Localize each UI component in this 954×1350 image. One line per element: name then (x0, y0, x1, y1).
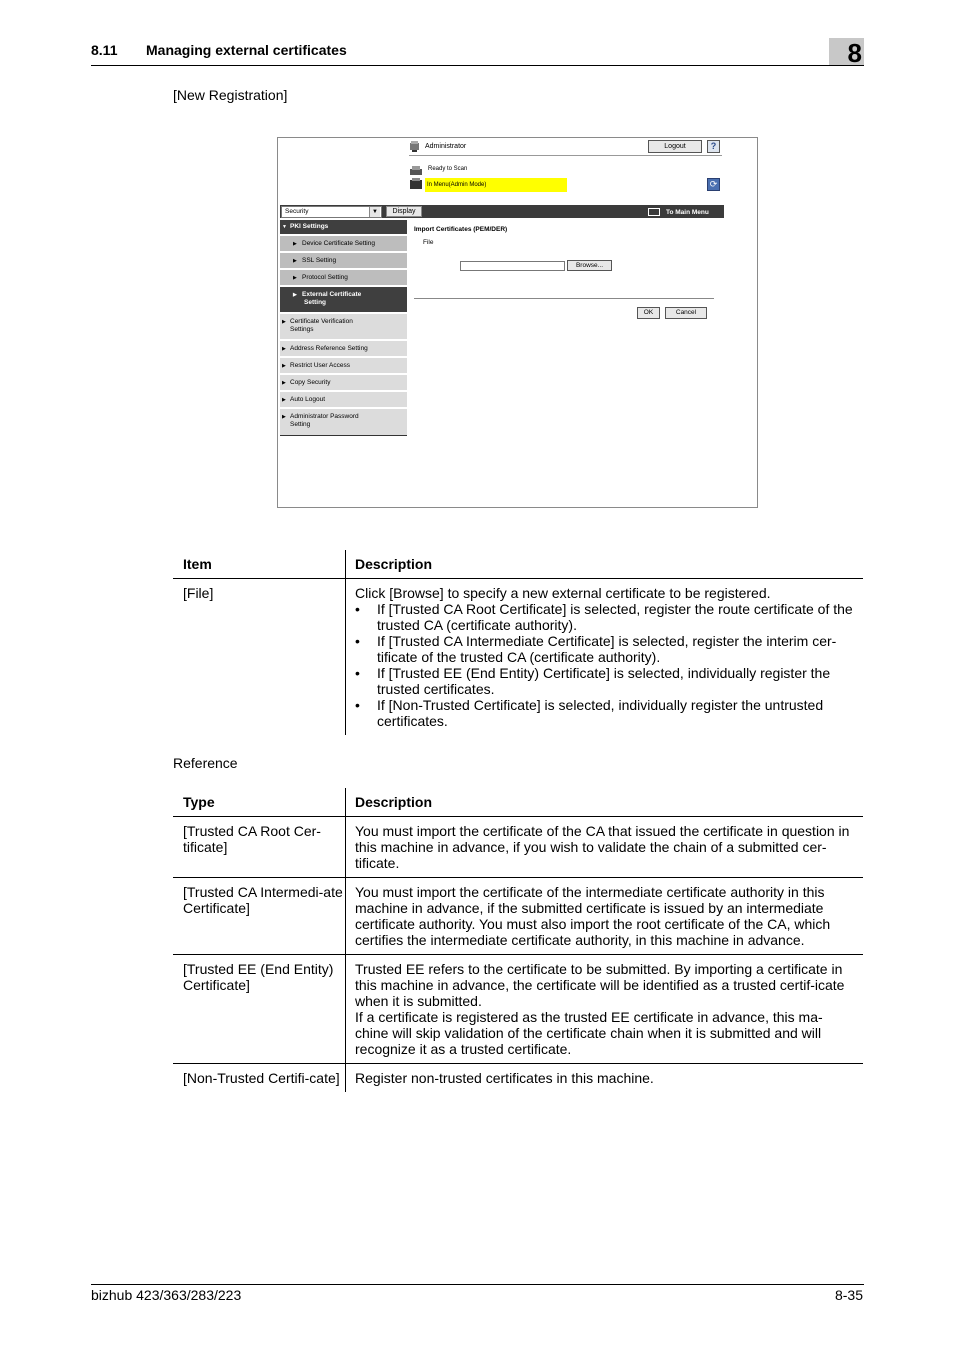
ok-button[interactable]: OK (637, 307, 660, 319)
section-number: 8.11 (91, 42, 118, 58)
description-intro: Click [Browse] to specify a new external certificate to be registered. (355, 585, 771, 601)
list-item: • If [Trusted CA Intermediate Certificate] is selected, register the interim cer-tificate of the trusted CA (certificate authority). (355, 633, 855, 665)
triangle-down-icon: ▼ (282, 224, 287, 230)
status-ready: Ready to Scan (428, 166, 468, 172)
chevron-down-icon[interactable]: ▼ (369, 207, 380, 217)
section-title: Managing external certificates (146, 42, 347, 58)
help-icon[interactable]: ? (707, 140, 720, 153)
triangle-right-icon: ▶ (282, 319, 286, 325)
type-cell: [Non-Trusted Certifi-cate] (173, 1064, 346, 1093)
triangle-right-icon: ▶ (282, 346, 286, 352)
table-row (173, 1064, 863, 1093)
reference-label: Reference (173, 755, 238, 771)
main-menu-icon (648, 208, 660, 216)
type-cell: [Trusted EE (End Entity) Certificate] (173, 955, 346, 1064)
sidebar-item-protocol[interactable] (280, 270, 407, 286)
triangle-right-icon: ▶ (282, 363, 286, 369)
table-row (173, 817, 863, 878)
machine-icon (409, 178, 423, 190)
file-description-table (173, 550, 863, 735)
sidebar-item-label-line2: Setting (290, 421, 311, 428)
sidebar-item-label: Administrator Password (290, 413, 359, 420)
file-input[interactable] (460, 261, 565, 271)
top-divider (409, 155, 722, 156)
sidebar-item-restrict-user-access[interactable] (280, 358, 407, 374)
reference-table (173, 788, 863, 1092)
table-row (173, 579, 863, 736)
column-header-type: Type (173, 788, 346, 817)
footer-model: bizhub 423/363/283/223 (91, 1287, 242, 1303)
triangle-right-icon: ▶ (293, 258, 297, 264)
file-label: File (423, 239, 434, 246)
sidebar-item-admin-password[interactable] (280, 409, 407, 436)
sidebar-item-ssl[interactable] (280, 253, 407, 269)
administrator-label: Administrator (425, 143, 467, 150)
triangle-right-icon: ▶ (282, 380, 286, 386)
category-select[interactable]: Security (281, 206, 382, 218)
sidebar-item-label: Auto Logout (290, 396, 326, 403)
sidebar-item-label: Address Reference Setting (290, 345, 368, 352)
content-title: Import Certificates (PEM/DER) (414, 226, 508, 233)
column-header-item: Item (173, 550, 346, 579)
sidebar-item-label: Protocol Setting (302, 274, 348, 281)
embedded-screenshot (277, 137, 758, 508)
description-cell: Register non-trusted certificates in this machine. (355, 1070, 654, 1086)
list-item: • If [Non-Trusted Certificate] is selected, individually register the untrusted certificates. (355, 697, 855, 729)
sidebar-item-auto-logout[interactable] (280, 392, 407, 408)
chapter-badge (829, 38, 864, 68)
table-row (173, 955, 863, 1064)
chapter-number: 8 (847, 38, 862, 68)
description-cell (346, 579, 864, 736)
sidebar-item-label: SSL Setting (302, 257, 337, 264)
sidebar-item-device-certificate[interactable] (280, 236, 407, 252)
printer-icon (409, 166, 423, 176)
table-header-row (173, 550, 863, 579)
type-cell: [Trusted CA Intermedi-ate Certificate] (173, 878, 346, 955)
sidebar-item-copy-security[interactable] (280, 375, 407, 391)
sidebar-item-label: PKI Settings (290, 223, 329, 230)
description-paragraph: If a certificate is registered as the trusted EE certificate in advance, this ma-chine will skip validation of the certificate chain when it is submitted and will recognize it as a trusted certificate. (355, 1009, 823, 1057)
browse-button[interactable]: Browse... (567, 260, 612, 271)
sidebar-item-label-line2: Setting (304, 299, 327, 306)
sidebar-item-address-reference[interactable] (280, 341, 407, 357)
sidebar-item-label: Restrict User Access (290, 362, 350, 369)
description-cell: You must import the certificate of the CA that issued the certificate in question in this machine in advance, if you wish to validate the chain of a submitted cer-tificate. (346, 817, 864, 878)
refresh-icon[interactable]: ⟳ (707, 178, 720, 191)
sidebar-item-external-certificate[interactable] (280, 287, 407, 313)
triangle-right-icon: ▶ (282, 414, 286, 420)
triangle-right-icon: ▶ (282, 397, 286, 403)
column-header-description: Description (346, 550, 864, 579)
sidebar-item-pki-settings[interactable] (280, 220, 407, 235)
sidebar-item-label-line2: Settings (290, 326, 314, 333)
list-item: • If [Trusted CA Root Certificate] is selected, register the route certificate of the trusted CA (certificate authority). (355, 601, 855, 633)
item-cell: [File] (173, 579, 346, 736)
cancel-button[interactable]: Cancel (665, 307, 707, 319)
type-cell: [Trusted CA Root Cer-tificate] (173, 817, 346, 878)
display-button[interactable]: Display (386, 206, 422, 217)
description-cell (346, 955, 864, 1064)
table-row (173, 878, 863, 955)
mode-banner: In Menu(Admin Mode) (425, 178, 567, 192)
footer-page-number: 8-35 (834, 1287, 863, 1303)
header-rule (91, 65, 864, 66)
triangle-right-icon: ▶ (293, 275, 297, 281)
list-item: • If [Trusted EE (End Entity) Certificate] is selected, individually register the trusted certificates. (355, 665, 855, 697)
sidebar-item-label: Copy Security (290, 379, 331, 386)
sidebar-item-label: Certificate Verification (290, 318, 353, 325)
new-registration-label: [New Registration] (173, 87, 288, 103)
to-main-menu-link[interactable]: To Main Menu (666, 209, 709, 216)
logout-button[interactable]: Logout (648, 140, 702, 153)
sidebar-item-label: Device Certificate Setting (302, 240, 375, 247)
table-header-row (173, 788, 863, 817)
column-header-description: Description (346, 788, 864, 817)
sidebar-item-label: External Certificate (302, 291, 362, 298)
triangle-right-icon: ▶ (293, 292, 297, 298)
administrator-icon (409, 141, 420, 152)
sidebar-item-certificate-verification[interactable] (280, 314, 407, 340)
description-cell: You must import the certificate of the intermediate certificate authority in this machine in advance, if the submitted certificate is issued by an intermediate certificate authority. You must also import the root certificate of the CA, which certifies the intermediate certificate authority, in this machine in advance. (346, 878, 864, 955)
footer-rule (91, 1284, 864, 1285)
content-divider (414, 298, 714, 299)
triangle-right-icon: ▶ (293, 241, 297, 247)
description-paragraph: Trusted EE refers to the certificate to be submitted. By importing a certificate in this machine in advance, the certificate will be identified as a trusted certif-icate when it is submitted. (355, 961, 845, 1009)
bullet-list (355, 601, 855, 729)
